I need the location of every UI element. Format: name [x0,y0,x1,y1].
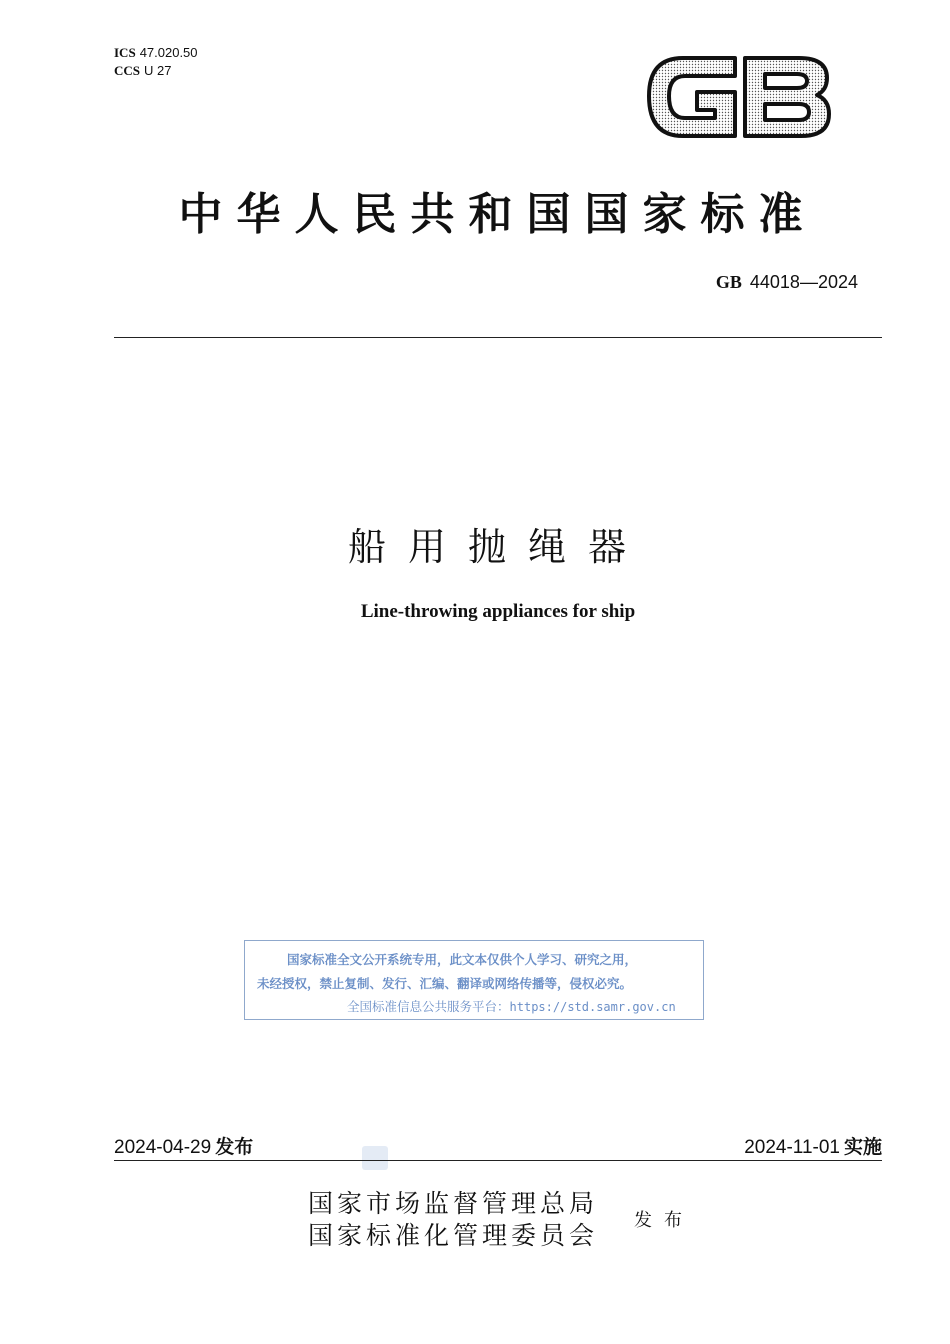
notice-line-1: 国家标准全文公开系统专用，此文本仅供个人学习、研究之用， [287,952,638,967]
gb-logo [643,48,833,144]
copyright-notice-box [244,940,704,1020]
standard-code: 44018—2024 [749,272,858,292]
notice-platform-url[interactable]: https://std.samr.gov.cn [509,1000,676,1014]
issuer-line-1: 国家市场监督管理总局 [308,1189,599,1218]
top-divider [114,337,882,338]
notice-platform-label: 全国标准信息公共服务平台： [347,999,510,1014]
ics-line [114,44,198,62]
release-date-value: 2024-04-29 [114,1137,212,1158]
ccs-line [114,62,198,80]
classification-codes [114,44,198,80]
issue-word: 发布 [634,1210,694,1231]
issuer-line-2: 国家标准化管理委员会 [308,1221,599,1250]
ccs-value: U 27 [144,63,172,78]
implement-date [744,1132,882,1159]
bottom-divider [114,1160,882,1161]
ccs-label: CCS [114,63,141,78]
national-standard-title: 中华人民共和国国家标准 [178,189,817,240]
standard-prefix: GB [715,272,742,292]
release-word: 发布 [215,1136,254,1158]
issuing-authorities [308,1188,598,1252]
chinese-title: 船用抛绳器 [347,525,648,569]
implement-date-value: 2024-11-01 [744,1137,840,1158]
notice-line-3 [347,997,676,1015]
ics-value: 47.020.50 [139,45,198,60]
ics-label: ICS [114,45,136,60]
watermark-stamp [362,1146,388,1170]
notice-line-2: 未经授权，禁止复制、发行、汇编、翻译或网络传播等，侵权必究。 [257,976,633,991]
release-date [114,1132,253,1159]
implement-word: 实施 [843,1136,882,1158]
english-title: Line-throwing appliances for ship [360,601,636,622]
standard-number [716,272,858,293]
